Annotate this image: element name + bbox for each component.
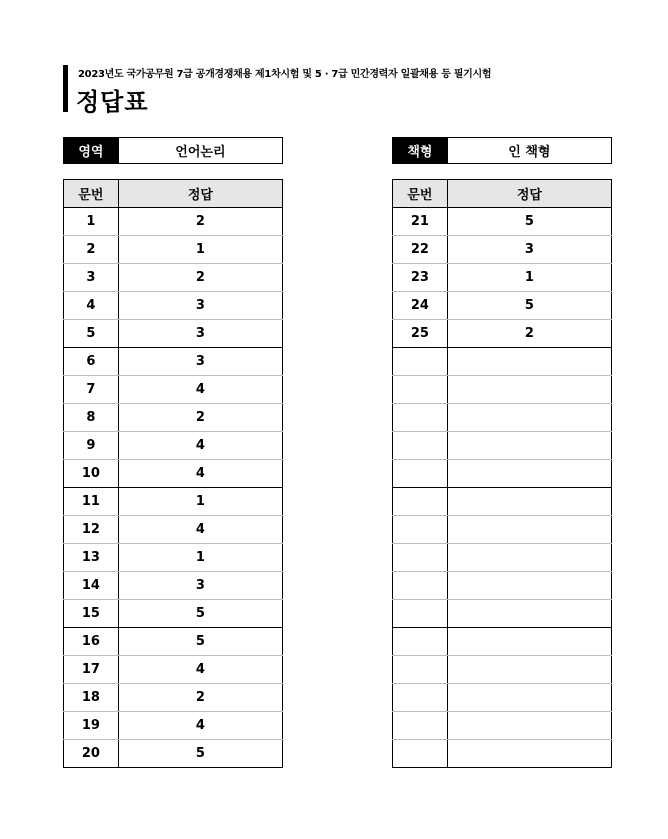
question-number: 2: [64, 236, 119, 264]
table-row: [64, 404, 283, 432]
booklet-label: 책형: [393, 138, 448, 164]
table-row: [393, 236, 612, 264]
answer-value: 2: [118, 684, 282, 712]
table-row: [64, 320, 283, 348]
column-header-answer: 정답: [447, 180, 611, 208]
question-number: 7: [64, 376, 119, 404]
answer-value: [447, 460, 611, 488]
table-row: [64, 516, 283, 544]
table-row: [393, 740, 612, 768]
field-info-table: [63, 137, 283, 164]
answer-value: 3: [118, 292, 282, 320]
table-row: [393, 376, 612, 404]
question-number: 6: [64, 348, 119, 376]
answer-value: [447, 544, 611, 572]
table-row: [64, 600, 283, 628]
answer-value: 4: [118, 432, 282, 460]
table-row: [64, 656, 283, 684]
question-number: [393, 628, 448, 656]
question-number: 4: [64, 292, 119, 320]
answer-value: 4: [118, 712, 282, 740]
question-number: 21: [393, 208, 448, 236]
answer-value: [447, 376, 611, 404]
answer-value: 5: [118, 628, 282, 656]
answer-value: [447, 740, 611, 768]
table-row: [393, 404, 612, 432]
page-title: 정답표: [76, 88, 149, 116]
answer-value: [447, 656, 611, 684]
table-row: [393, 432, 612, 460]
question-number: 1: [64, 208, 119, 236]
table-row: [393, 544, 612, 572]
answer-value: 3: [118, 572, 282, 600]
table-row: [393, 292, 612, 320]
table-row: [393, 516, 612, 544]
answer-table-left: [63, 179, 283, 768]
table-row: [64, 292, 283, 320]
answer-value: 3: [447, 236, 611, 264]
table-row: [393, 348, 612, 376]
answer-value: [447, 600, 611, 628]
question-number: 19: [64, 712, 119, 740]
question-number: 3: [64, 264, 119, 292]
table-row: [393, 320, 612, 348]
question-number: 9: [64, 432, 119, 460]
column-header-number: 문번: [64, 180, 119, 208]
table-row: [393, 628, 612, 656]
question-number: 15: [64, 600, 119, 628]
table-row: [64, 488, 283, 516]
answer-table-right: [392, 179, 612, 768]
question-number: 5: [64, 320, 119, 348]
column-header-number: 문번: [393, 180, 448, 208]
question-number: [393, 404, 448, 432]
table-row: [393, 656, 612, 684]
question-number: 24: [393, 292, 448, 320]
question-number: 14: [64, 572, 119, 600]
table-row: [64, 628, 283, 656]
question-number: [393, 544, 448, 572]
answer-value: 2: [118, 404, 282, 432]
table-row: [64, 376, 283, 404]
question-number: [393, 460, 448, 488]
question-number: [393, 656, 448, 684]
question-number: 10: [64, 460, 119, 488]
answer-value: [447, 516, 611, 544]
question-number: 18: [64, 684, 119, 712]
answer-value: 5: [447, 208, 611, 236]
answer-value: [447, 712, 611, 740]
answer-value: 4: [118, 516, 282, 544]
answer-value: [447, 572, 611, 600]
exam-subtitle: 2023년도 국가공무원 7급 공개경쟁채용 제1차시험 및 5 · 7급 민간경력자 일괄채용 등 필기시험: [78, 69, 492, 80]
question-number: 20: [64, 740, 119, 768]
answer-value: [447, 348, 611, 376]
question-number: [393, 432, 448, 460]
table-row: [64, 572, 283, 600]
answer-value: 4: [118, 656, 282, 684]
question-number: 8: [64, 404, 119, 432]
table-row: [393, 208, 612, 236]
answer-value: 5: [118, 740, 282, 768]
answer-value: 2: [118, 208, 282, 236]
question-number: [393, 572, 448, 600]
answer-value: [447, 404, 611, 432]
question-number: 13: [64, 544, 119, 572]
answer-value: 2: [447, 320, 611, 348]
question-number: [393, 740, 448, 768]
question-number: [393, 712, 448, 740]
table-row: [64, 264, 283, 292]
table-row: [64, 544, 283, 572]
booklet-info-table: [392, 137, 612, 164]
question-number: 12: [64, 516, 119, 544]
table-row: [393, 684, 612, 712]
table-row: [64, 236, 283, 264]
question-number: [393, 348, 448, 376]
answer-value: 1: [118, 236, 282, 264]
answer-value: [447, 488, 611, 516]
question-number: 17: [64, 656, 119, 684]
field-label: 영역: [64, 138, 119, 164]
table-row: [64, 432, 283, 460]
table-row: [64, 208, 283, 236]
question-number: 16: [64, 628, 119, 656]
table-row: [64, 712, 283, 740]
answer-value: 2: [118, 264, 282, 292]
table-row: [64, 684, 283, 712]
table-row: [393, 460, 612, 488]
title-accent-bar: [63, 65, 68, 112]
question-number: 25: [393, 320, 448, 348]
answer-value: 4: [118, 376, 282, 404]
answer-value: 3: [118, 320, 282, 348]
answer-value: 5: [447, 292, 611, 320]
answer-value: [447, 432, 611, 460]
question-number: [393, 600, 448, 628]
table-row: [64, 740, 283, 768]
table-row: [64, 348, 283, 376]
booklet-value: 인 책형: [447, 138, 611, 164]
question-number: [393, 684, 448, 712]
question-number: 11: [64, 488, 119, 516]
answer-value: 4: [118, 460, 282, 488]
column-header-answer: 정답: [118, 180, 282, 208]
answer-value: 5: [118, 600, 282, 628]
question-number: [393, 376, 448, 404]
field-value: 언어논리: [118, 138, 282, 164]
table-row: [393, 712, 612, 740]
answer-value: [447, 628, 611, 656]
answer-value: 1: [447, 264, 611, 292]
question-number: 22: [393, 236, 448, 264]
table-row: [393, 488, 612, 516]
table-row: [64, 460, 283, 488]
question-number: [393, 516, 448, 544]
answer-value: [447, 684, 611, 712]
table-row: [393, 572, 612, 600]
question-number: 23: [393, 264, 448, 292]
answer-value: 3: [118, 348, 282, 376]
answer-value: 1: [118, 544, 282, 572]
table-row: [393, 264, 612, 292]
question-number: [393, 488, 448, 516]
table-row: [393, 600, 612, 628]
answer-value: 1: [118, 488, 282, 516]
